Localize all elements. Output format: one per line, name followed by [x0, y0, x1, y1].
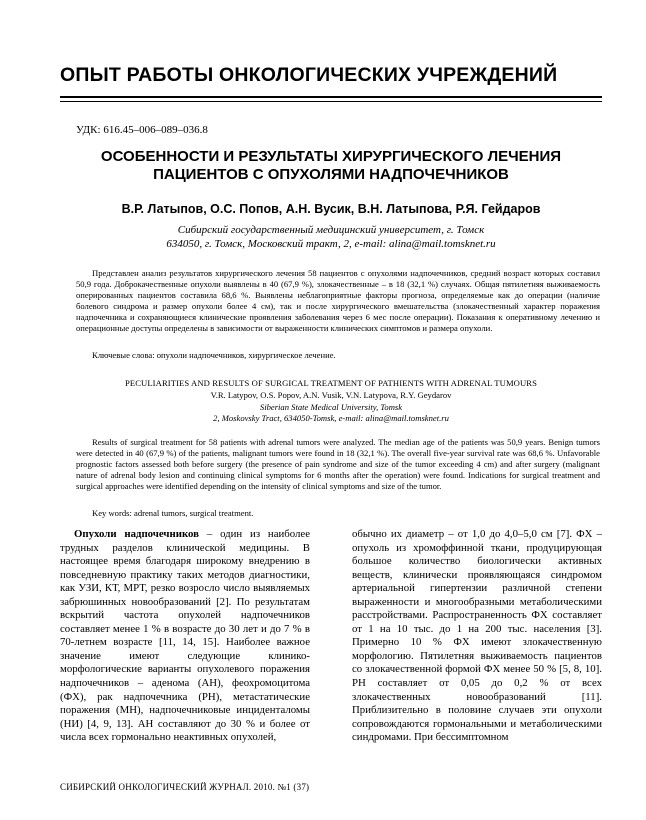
journal-footer: СИБИРСКИЙ ОНКОЛОГИЧЕСКИЙ ЖУРНАЛ. 2010. №1 (37) [60, 782, 310, 792]
affiliation [60, 223, 602, 251]
abstract-russian: Представлен анализ результатов хирургического лечения 58 пациентов с опухолями надпочечников, средний возраст которых составил 50,9 года. Доброкачественные опухоли выявлены в 40 (67,9 %), злокачественные – в 18 (32,1 %) случаях. Общая пятилетняя выживаемость оперированных пациентов составила 68,6 %. Выявлены неблагоприятные факторы прогноза, определяемые как до операции (наличие болевого синдрома и размер опухоли более 4 см), так и после хирургического вмешательства (злокачественный характер поражения надпочечника и сохраняющиеся клинические проявления заболевания через 6 мес после операции). Показания к оперативному лечению и операционные доступы определены в зависимости от выраженности клинических симптомов и размера опухоли. [76, 268, 600, 334]
english-title: PECULIARITIES AND RESULTS OF SURGICAL TREATMENT OF PATHIENTS WITH ADRENAL TUMOURS [124, 378, 538, 388]
body-lead-term: Опухоли надпочечников [74, 528, 199, 540]
article-title-line2: ПАЦИЕНТОВ С ОПУХОЛЯМИ НАДПОЧЕЧНИКОВ [153, 166, 509, 183]
body-column-left [60, 528, 310, 745]
affiliation-line2: 634050, г. Томск, Московский тракт, 2, e-mail: alina@mail.tomsknet.ru [166, 238, 496, 250]
english-authors: V.R. Latypov, O.S. Popov, A.N. Vusik, V.N. Latypova, R.Y. Geydarov [210, 390, 452, 400]
header-rule [60, 96, 602, 98]
abstract-english: Results of surgical treatment for 58 patients with adrenal tumors were analyzed. The median age of the patients was 50,9 years. Benign tumors were detected in 40 (67,9 %) of the patients, malignant tumors were found in 18 (32,1 %). The overall five-year survival rate was 68,6 %. Unfavorable prognostic factors assessed both before surgery (the presence of pain syndrome and size of the tumor exceeding 4 cm) and after surgery (malignant nature of adrenal body lesion and continuing clinical symptoms for 6 months after the operation) were found. Indications for surgical treatment and surgical approaches were identified depending on the intensity of clinical symptoms and size of the tumor. [76, 437, 600, 492]
article-title-line1: ОСОБЕННОСТИ И РЕЗУЛЬТАТЫ ХИРУРГИЧЕСКОГО ЛЕЧЕНИЯ [100, 148, 562, 165]
english-affiliation [60, 402, 602, 425]
udc-code: УДК: 616.45–006–089–036.8 [76, 124, 208, 136]
header-rule-thin [60, 101, 602, 102]
article-title [60, 148, 602, 184]
affiliation-line1: Сибирский государственный медицинский университет, г. Томск [177, 224, 485, 236]
authors: В.Р. Латыпов, О.С. Попов, А.Н. Вусик, В.Н. Латыпова, Р.Я. Гейдаров [121, 202, 541, 216]
body-left-text: – один из наиболее трудных разделов клинической медицины. В настоящее время благодаря широкому внедрению в повседневную практику таких методов диагностики, как УЗИ, КТ, МРТ, резко возросло число выявляемых забрюшинных новообразований [2]. По результатам вскрытий частота опухолей надпочечников составляет менее 1 % в возрасте до 30 лет и до 7 % в 70-летнем возрасте [11, 14, 15]. Наиболее важное значение имеют следующие клинико-морфологические варианты опухолевого поражения надпочечников – аденома (АН), феохромоцитома (ФХ), рак надпочечника (РН), метастатические поражения (МН), надпочечниковые инциденталомы (НИ) [4, 9, 13]. АН составляют до 30 % и более от числа всех гормонально неактивных опухолей, [60, 528, 310, 744]
section-title: ОПЫТ РАБОТЫ ОНКОЛОГИЧЕСКИХ УЧРЕЖДЕНИЙ [60, 64, 558, 86]
english-affiliation-line2: 2, Moskovsky Tract, 634050-Tomsk, e-mail: alina@mail.tomsknet.ru [213, 413, 449, 424]
body-column-right: обычно их диаметр – от 1,0 до 4,0–5,0 см [7]. ФХ – опухоль из хромоффинной ткани, продуцирующая большое количество биологически активных веществ, клинически проявляющаяся синдромом артериальной гипертензии различной степени выраженности и многообразными метаболическими расстройствами. Распространенность ФХ составляет от 1 на 10 тыс. до 1 на 200 тыс. населения [3]. Примерно 10 % ФХ имеют злокачественную морфологию. Пятилетняя выживаемость пациентов со злокачественной формой ФХ менее 50 % [5, 8, 10]. РН составляет от 0,05 до 0,2 % от всех злокачественных новообразований [11]. Приблизительно в половине случаев эти опухоли сопровождаются гормональными и метаболическими синдромами. При бессимптомном [352, 528, 602, 744]
keywords-russian: Ключевые слова: опухоли надпочечников, хирургическое лечение. [92, 350, 336, 360]
english-affiliation-line1: Siberian State Medical University, Tomsk [259, 402, 403, 412]
keywords-english: Key words: adrenal tumors, surgical treatment. [92, 508, 254, 518]
